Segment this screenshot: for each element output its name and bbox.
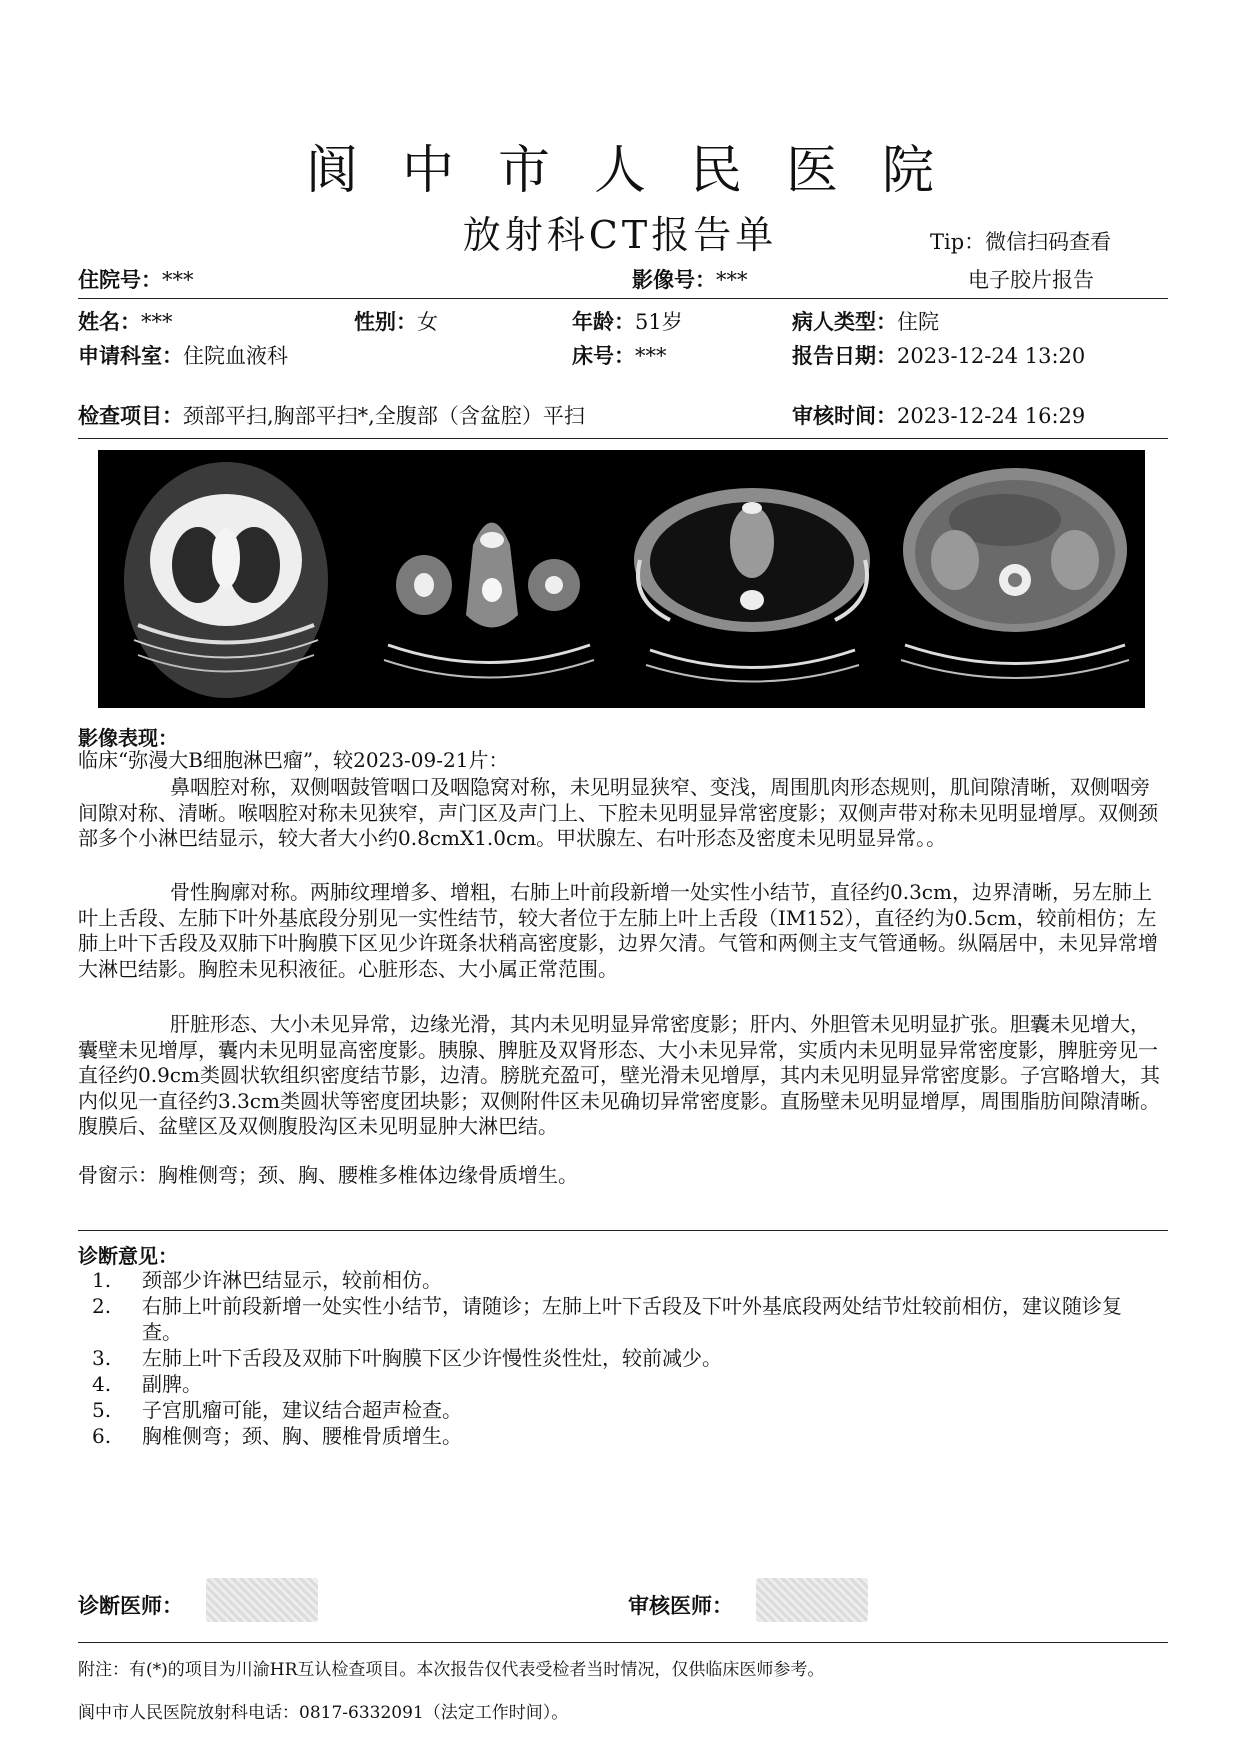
diagnosis-item-text: 颈部少许淋巴结显示，较前相仿。 — [142, 1268, 442, 1292]
wechat-tip-line2: 电子胶片报告 — [968, 268, 1094, 292]
diagnosis-item-text: 副脾。 — [142, 1372, 202, 1396]
ct-neck-svg — [358, 450, 620, 708]
diagnosis-item — [78, 1398, 1168, 1424]
diagnosing-doctor-signature — [206, 1578, 318, 1622]
bed-number-value: *** — [635, 344, 667, 368]
ct-lung-svg — [98, 450, 358, 708]
exam-items-value: 颈部平扫,胸部平扫*,全腹部（含盆腔）平扫 — [183, 404, 585, 428]
diagnosis-item — [78, 1372, 1168, 1398]
findings-neck: 鼻咽腔对称，双侧咽鼓管咽口及咽隐窝对称，未见明显狭窄、变浅，周围肌肉形态规则，肌间隙清晰，双侧咽旁间隙对称、清晰。喉咽腔对称未见狭窄，声门区及声门上、下腔未见明显异常密度影；双侧声带对称未见明显增厚。双侧颈部多个小淋巴结显示，较大者大小约0.8cmX1.0cm。甲状腺左、右叶形态及密度未见明显异常。。 — [78, 775, 1158, 850]
patient-type-value: 住院 — [897, 310, 939, 334]
image-number-label: 影像号： — [632, 268, 716, 292]
findings-divider — [78, 1230, 1168, 1231]
patient-name — [78, 306, 173, 336]
diagnosis-item — [78, 1268, 1168, 1294]
diagnosis-item-text: 右肺上叶前段新增一处实性小结节，请随诊；左肺上叶下舌段及下叶外基底段两处结节灶较前相仿，建议随诊复查。 — [142, 1294, 1122, 1344]
diagnosis-item-number: 5. — [92, 1398, 112, 1422]
ct-image-abdomen — [885, 450, 1145, 708]
diagnosing-doctor-label: 诊断医师： — [78, 1594, 183, 1618]
footer-phone: 阆中市人民医院放射科电话：0817-6332091（法定工作时间）。 — [78, 1703, 569, 1723]
patient-type — [792, 306, 939, 336]
diagnosis-item — [78, 1294, 1168, 1346]
review-time — [792, 400, 1085, 430]
patient-age-value: 51岁 — [635, 310, 683, 334]
diagnosis-item-number: 1. — [92, 1268, 112, 1292]
diagnosis-item-number: 2. — [92, 1294, 112, 1318]
diagnosis-title: 诊断意见： — [78, 1244, 178, 1268]
ct-chest-svg — [620, 450, 885, 708]
clinical-history: 临床“弥漫大B细胞淋巴瘤”，较2023-09-21片： — [78, 748, 509, 772]
inpatient-number-label: 住院号： — [78, 268, 162, 292]
exam-items — [78, 400, 585, 430]
diagnosis-item-text: 子宫肌瘤可能，建议结合超声检查。 — [142, 1398, 462, 1422]
ct-image-neck — [358, 450, 620, 708]
diagnosis-item — [78, 1424, 1168, 1450]
reviewing-doctor-label: 审核医师： — [628, 1594, 733, 1618]
review-time-value: 2023-12-24 16:29 — [897, 404, 1086, 428]
diagnosis-item-number: 6. — [92, 1424, 112, 1448]
diagnosis-item-text: 胸椎侧弯；颈、胸、腰椎骨质增生。 — [142, 1424, 462, 1448]
image-number — [632, 264, 748, 294]
patient-age-label: 年龄： — [572, 310, 635, 334]
bed-number — [572, 340, 667, 370]
inpatient-number-value: *** — [162, 268, 194, 292]
info-divider — [78, 438, 1168, 439]
diagnosis-item-number: 4. — [92, 1372, 112, 1396]
diagnosis-item-number: 3. — [92, 1346, 112, 1370]
report-date — [792, 340, 1085, 370]
request-department-value: 住院血液科 — [183, 344, 288, 368]
review-time-label: 审核时间： — [792, 404, 897, 428]
findings-bone: 骨窗示：胸椎侧弯；颈、胸、腰椎多椎体边缘骨质增生。 — [78, 1163, 578, 1187]
footer-divider — [78, 1642, 1168, 1643]
patient-age — [572, 306, 683, 336]
inpatient-number — [78, 264, 194, 294]
wechat-tip: Tip：微信扫码查看 — [930, 230, 1112, 254]
ct-abdomen-svg — [885, 450, 1145, 708]
request-department — [78, 340, 288, 370]
report-title: 放射科CT报告单 — [462, 213, 778, 257]
patient-name-label: 姓名： — [78, 310, 141, 334]
header-divider — [78, 298, 1168, 299]
patient-sex-label: 性别： — [354, 310, 417, 334]
findings-chest: 骨性胸廓对称。两肺纹理增多、增粗，右肺上叶前段新增一处实性小结节，直径约0.3cm，边界清晰，另左肺上叶上舌段、左肺下叶外基底段分别见一实性结节，较大者位于左肺上叶上舌段（IM152），直径约为0.5cm，较前相仿；左肺上叶下舌段及双肺下叶胸膜下区见少许斑条状稍高密度影，边界欠清。气管和两侧主支气管通畅。纵隔居中，未见异常增大淋巴结影。胸腔未见积液征。心脏形态、大小属正常范围。 — [78, 880, 1158, 981]
ct-image-chest — [620, 450, 885, 708]
patient-sex — [354, 306, 438, 336]
findings-abdomen: 肝脏形态、大小未见异常，边缘光滑，其内未见明显异常密度影；肝内、外胆管未见明显扩张。胆囊未见增大，囊壁未见增厚，囊内未见明显高密度影。胰腺、脾脏及双肾形态、大小未见异常，实质内未见明显异常密度影，脾脏旁见一直径约0.9cm类圆状软组织密度结节影，边清。膀胱充盈可，壁光滑未见增厚，其内未见明显异常密度影。子宫略增大，其内似见一直径约3.3cm类圆状等密度团块影；双侧附件区未见确切异常密度影。直肠壁未见明显增厚，周围脂肪间隙清晰。腹膜后、盆壁区及双侧腹股沟区未见明显肿大淋巴结。 — [78, 1012, 1160, 1138]
findings-title: 影像表现： — [78, 726, 178, 750]
exam-items-label: 检查项目： — [78, 404, 183, 428]
patient-sex-value: 女 — [417, 310, 438, 334]
diagnosis-item — [78, 1346, 1168, 1372]
report-date-value: 2023-12-24 13:20 — [897, 344, 1086, 368]
patient-type-label: 病人类型： — [792, 310, 897, 334]
diagnosis-item-text: 左肺上叶下舌段及双肺下叶胸膜下区少许慢性炎性灶，较前减少。 — [142, 1346, 722, 1370]
footer-note: 附注：有(*)的项目为川渝HR互认检查项目。本次报告仅代表受检者当时情况，仅供临床医师参考。 — [78, 1660, 825, 1680]
report-date-label: 报告日期： — [792, 344, 897, 368]
hospital-name: 阆中市人民医院 — [305, 141, 978, 201]
patient-name-value: *** — [141, 310, 173, 334]
image-number-value: *** — [716, 268, 748, 292]
request-department-label: 申请科室： — [78, 344, 183, 368]
ct-image-lung-window — [98, 450, 358, 708]
reviewing-doctor-signature — [756, 1578, 868, 1622]
bed-number-label: 床号： — [572, 344, 635, 368]
